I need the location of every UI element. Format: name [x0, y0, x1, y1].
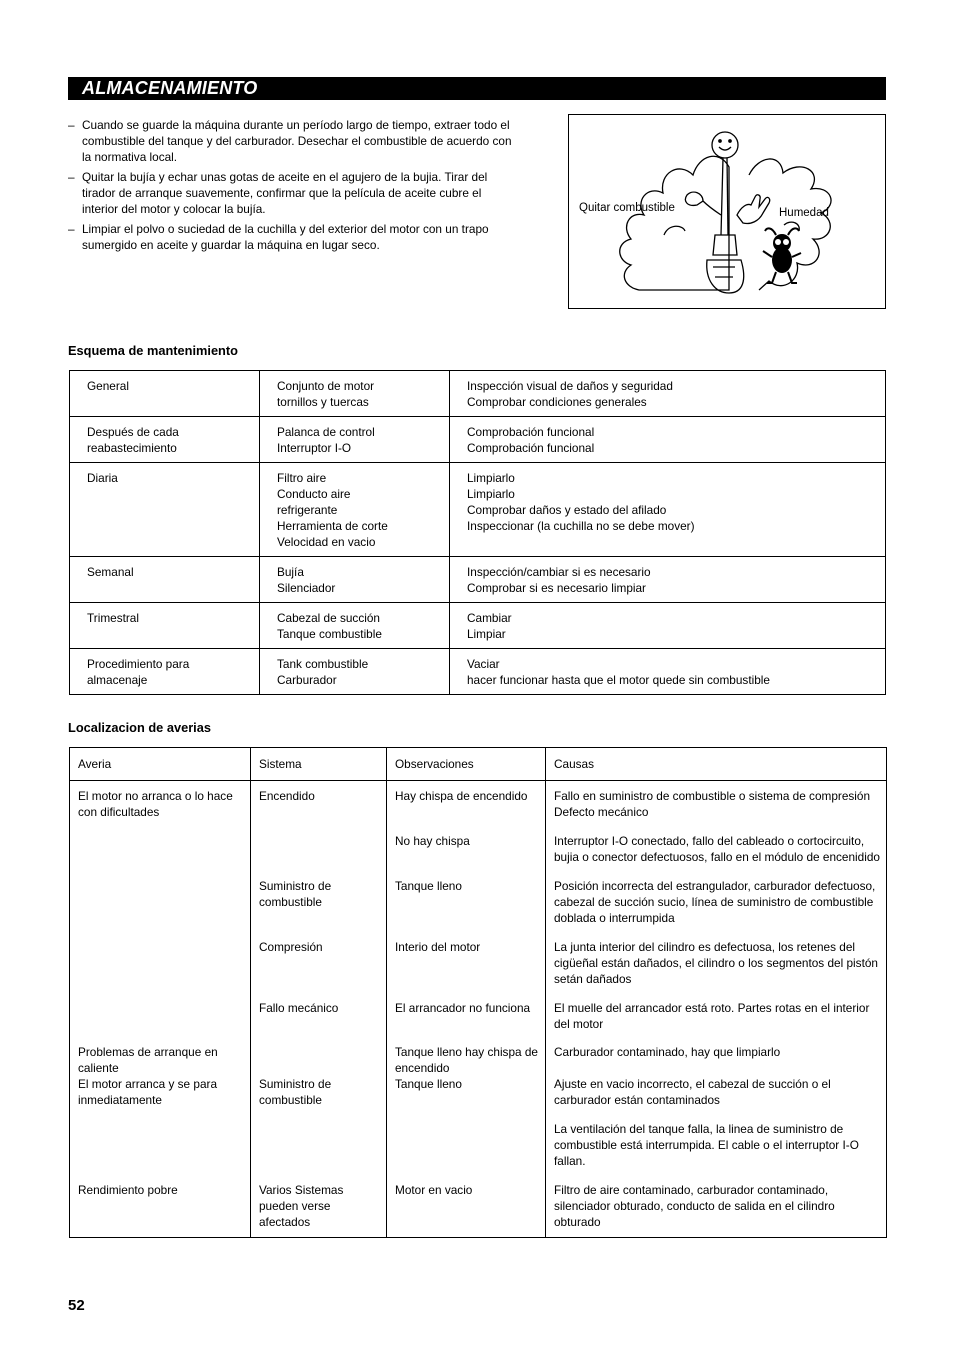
- storage-instructions: [68, 117, 520, 257]
- maintenance-actions: Inspección visual de daños y seguridad Comprobar condiciones generales: [450, 371, 886, 417]
- fault-cell: Problemas de arranque en caliente: [70, 1044, 251, 1076]
- maintenance-interval: Procedimiento para almacenaje: [70, 649, 260, 695]
- hand-figure: [737, 195, 770, 224]
- humidity-label: Humedad: [779, 207, 829, 219]
- table-row: [70, 1044, 887, 1076]
- maintenance-table: [69, 370, 886, 695]
- causes-cell: Fallo en suministro de combustible o sistema de compresión Defecto mecánico: [546, 781, 887, 834]
- causes-cell: Carburador contaminado, hay que limpiarlo: [546, 1044, 887, 1076]
- observation-cell: El arrancador no funciona: [387, 1000, 546, 1044]
- maintenance-interval: Después de cada reabastecimiento: [70, 417, 260, 463]
- observation-cell: Tanque lleno: [387, 1076, 546, 1182]
- system-cell: [251, 1044, 387, 1076]
- table-row: [70, 1076, 887, 1182]
- fault-cell: [70, 833, 251, 878]
- system-cell: Suministro de combustible: [251, 1076, 387, 1182]
- fault-cell: [70, 939, 251, 1000]
- observation-cell: Tanque lleno hay chispa de encendido: [387, 1044, 546, 1076]
- causes-cell: El muelle del arrancador está roto. Partes rotas en el interior del motor: [546, 1000, 887, 1044]
- maintenance-actions: Limpiarlo Limpiarlo Comprobar daños y estado del afilado Inspeccionar (la cuchilla no se debe mover): [450, 463, 886, 557]
- system-cell: Compresión: [251, 939, 387, 1000]
- table-row: [70, 417, 886, 463]
- maintenance-parts: Conjunto de motor tornillos y tuercas: [260, 371, 450, 417]
- maintenance-parts: Filtro aire Conducto aire refrigerante Herramienta de corte Velocidad en vacio: [260, 463, 450, 557]
- maintenance-parts: Palanca de control Interruptor I-O: [260, 417, 450, 463]
- maintenance-actions: Comprobación funcional Comprobación funcional: [450, 417, 886, 463]
- column-header-system: Sistema: [251, 748, 387, 781]
- table-row: [70, 1182, 887, 1238]
- maintenance-actions: Cambiar Limpiar: [450, 603, 886, 649]
- table-header-row: [70, 748, 887, 781]
- table-row: [70, 603, 886, 649]
- troubleshooting-table: [69, 747, 887, 1238]
- observation-cell: Motor en vacio: [387, 1182, 546, 1238]
- column-header-causes: Causas: [546, 748, 887, 781]
- maintenance-heading: Esquema de mantenimiento: [68, 343, 238, 358]
- observation-cell: Interio del motor: [387, 939, 546, 1000]
- causes-cell: Ajuste en vacio incorrecto, el cabezal de succión o el carburador están contaminados La ventilación del tanque falla, la linea de suministro de combustible está interrumpida. El cable o el interruptor I-O fallan.: [546, 1076, 887, 1182]
- causes-cell: Interruptor I-O conectado, fallo del cableado o cortocircuito, bujia o conector defectuosos, fallo en el módulo de encenidido: [546, 833, 887, 878]
- moisture-creature: [763, 228, 801, 283]
- maintenance-parts: Cabezal de succión Tanque combustible: [260, 603, 450, 649]
- table-row: [70, 833, 887, 878]
- maintenance-parts: Bujía Silenciador: [260, 557, 450, 603]
- table-row: [70, 649, 886, 695]
- fault-cell: [70, 878, 251, 939]
- storage-bullet: – Cuando se guarde la máquina durante un período largo de tiempo, extraer todo el combustible del tanque y del carburador. Desechar el combustible de acuerdo con la normativa local.: [68, 118, 512, 164]
- table-row: [70, 463, 886, 557]
- causes-cell: Filtro de aire contaminado, carburador contaminado, silenciador obturado, conducto de salida en el cilindro obturado: [546, 1182, 887, 1238]
- storage-bullet: – Quitar la bujía y echar unas gotas de aceite en el agujero de la bujia. Tirar del tirador de arranque suavemente, confirmar que la película de aceite cubre el interior del motor y colocar la bujía.: [68, 170, 488, 216]
- table-row: [70, 878, 887, 939]
- maintenance-parts: Tank combustible Carburador: [260, 649, 450, 695]
- section-title: ALMACENAMIENTO: [68, 77, 886, 100]
- system-cell: Suministro de combustible: [251, 878, 387, 939]
- system-cell: Encendido: [251, 781, 387, 834]
- maintenance-actions: Vaciar hacer funcionar hasta que el motor quede sin combustible: [450, 649, 886, 695]
- maintenance-interval: Trimestral: [70, 603, 260, 649]
- page-number: 52: [68, 1297, 85, 1314]
- troubleshooting-heading: Localizacion de averias: [68, 720, 211, 735]
- system-cell: Fallo mecánico: [251, 1000, 387, 1044]
- cloud-right: [749, 159, 831, 290]
- cloud-left: [620, 156, 729, 290]
- observation-cell: Tanque lleno: [387, 878, 546, 939]
- causes-cell: Posición incorrecta del estrangulador, carburador defectuoso, cabezal de succión sucio, línea de suministro de combustible doblada o interrumpida: [546, 878, 887, 939]
- maintenance-interval: General: [70, 371, 260, 417]
- maintenance-interval: Diaria: [70, 463, 260, 557]
- fault-cell: El motor no arranca o lo hace con dificultades: [70, 781, 251, 834]
- table-row: [70, 1000, 887, 1044]
- observation-cell: No hay chispa: [387, 833, 546, 878]
- causes-cell: La junta interior del cilindro es defectuosa, los retenes del cigüeñal están dañados, el cilindro o los segmentos del pistón setán dañados: [546, 939, 887, 1000]
- fault-cell: [70, 1000, 251, 1044]
- maintenance-actions: Inspección/cambiar si es necesario Comprobar si es necesario limpiar: [450, 557, 886, 603]
- table-row: [70, 939, 887, 1000]
- remove-fuel-label: Quitar combustible: [579, 202, 675, 214]
- storage-bullet: – Limpiar el polvo o suciedad de la cuchilla y del exterior del motor con un trapo sumergido en aceite y guardar la máquina en lugar seco.: [68, 222, 489, 252]
- system-cell: [251, 833, 387, 878]
- storage-illustration: [568, 114, 886, 309]
- table-row: [70, 371, 886, 417]
- column-header-observations: Observaciones: [387, 748, 546, 781]
- maintenance-interval: Semanal: [70, 557, 260, 603]
- fault-cell: El motor arranca y se para inmediatamente: [70, 1076, 251, 1182]
- observation-cell: Hay chispa de encendido: [387, 781, 546, 834]
- fault-cell: Rendimiento pobre: [70, 1182, 251, 1238]
- table-row: [70, 557, 886, 603]
- system-cell: Varios Sistemas pueden verse afectados: [251, 1182, 387, 1238]
- table-row: [70, 781, 887, 834]
- column-header-fault: Averia: [70, 748, 251, 781]
